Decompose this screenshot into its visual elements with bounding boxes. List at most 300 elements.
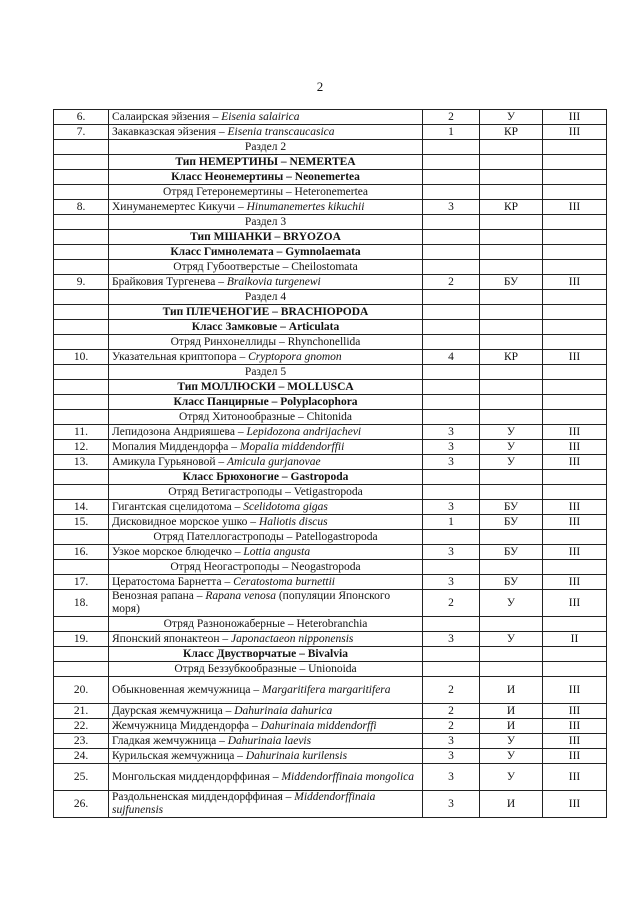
category-cell: 3	[423, 749, 480, 764]
row-number: 20.	[54, 677, 109, 704]
priority-cell	[543, 290, 607, 305]
num-cell	[54, 185, 109, 200]
table-row	[54, 200, 607, 215]
row-number: 12.	[54, 440, 109, 455]
num-cell	[54, 410, 109, 425]
status-cell	[480, 260, 543, 275]
section-heading: Класс Панцирные – Polyplacophora	[109, 395, 423, 410]
priority-cell: III	[543, 425, 607, 440]
status-cell: И	[480, 791, 543, 818]
status-cell	[480, 320, 543, 335]
priority-cell: III	[543, 500, 607, 515]
latin-name: Eisenia transcaucasica	[227, 125, 335, 138]
status-cell	[480, 485, 543, 500]
category-cell: 2	[423, 110, 480, 125]
category-cell	[423, 485, 480, 500]
section-heading: Отряд Ветигастроподы – Vetigastropoda	[109, 485, 423, 500]
priority-cell: III	[543, 440, 607, 455]
category-cell	[423, 320, 480, 335]
table-row	[54, 515, 607, 530]
priority-cell	[543, 320, 607, 335]
status-cell: КР	[480, 200, 543, 215]
common-name: Дисковидное морское ушко –	[112, 515, 259, 528]
category-cell: 3	[423, 500, 480, 515]
table-row	[54, 500, 607, 515]
table-row	[54, 791, 607, 818]
priority-cell	[543, 560, 607, 575]
priority-cell	[543, 410, 607, 425]
num-cell	[54, 380, 109, 395]
num-cell	[54, 215, 109, 230]
section-row	[54, 530, 607, 545]
section-heading: Раздел 3	[109, 215, 423, 230]
section-heading: Класс Двустворчатые – Bivalvia	[109, 647, 423, 662]
section-row	[54, 485, 607, 500]
category-cell: 2	[423, 677, 480, 704]
row-number: 8.	[54, 200, 109, 215]
table-row	[54, 734, 607, 749]
status-cell	[480, 530, 543, 545]
status-cell	[480, 470, 543, 485]
latin-name: Cryptopora gnomon	[248, 350, 342, 363]
species-name	[109, 719, 423, 734]
common-name: Даурская жемчужница –	[112, 704, 235, 717]
priority-cell: III	[543, 719, 607, 734]
status-cell: БУ	[480, 575, 543, 590]
table-row	[54, 350, 607, 365]
row-number: 14.	[54, 500, 109, 515]
common-name: Цератостома Барнетта –	[112, 575, 234, 588]
category-cell: 3	[423, 764, 480, 791]
row-number: 24.	[54, 749, 109, 764]
table-row	[54, 545, 607, 560]
table-row	[54, 764, 607, 791]
status-cell: У	[480, 425, 543, 440]
species-name	[109, 590, 423, 617]
status-cell: И	[480, 704, 543, 719]
category-cell	[423, 530, 480, 545]
table-row	[54, 455, 607, 470]
row-number: 15.	[54, 515, 109, 530]
category-cell: 2	[423, 704, 480, 719]
priority-cell	[543, 365, 607, 380]
priority-cell: III	[543, 125, 607, 140]
priority-cell: III	[543, 455, 607, 470]
priority-cell	[543, 215, 607, 230]
status-cell: БУ	[480, 515, 543, 530]
common-name: Лепидозона Андрияшева –	[112, 425, 247, 438]
section-row	[54, 245, 607, 260]
row-number: 10.	[54, 350, 109, 365]
priority-cell	[543, 662, 607, 677]
num-cell	[54, 662, 109, 677]
status-cell: У	[480, 632, 543, 647]
category-cell: 2	[423, 719, 480, 734]
priority-cell	[543, 140, 607, 155]
category-cell: 3	[423, 734, 480, 749]
common-name: Гладкая жемчужница –	[112, 734, 228, 747]
category-cell	[423, 170, 480, 185]
category-cell	[423, 410, 480, 425]
status-cell: У	[480, 749, 543, 764]
status-cell: У	[480, 590, 543, 617]
category-cell: 4	[423, 350, 480, 365]
species-name	[109, 455, 423, 470]
status-cell: У	[480, 734, 543, 749]
species-name	[109, 575, 423, 590]
category-cell: 2	[423, 590, 480, 617]
row-number: 9.	[54, 275, 109, 290]
common-name: Салаирская эйзения –	[112, 110, 222, 123]
section-row	[54, 170, 607, 185]
priority-cell	[543, 485, 607, 500]
section-heading: Отряд Беззубкообразные – Unionoida	[109, 662, 423, 677]
common-name: Венозная рапана –	[112, 590, 206, 602]
section-heading: Тип МОЛЛЮСКИ – MOLLUSCA	[109, 380, 423, 395]
species-name	[109, 125, 423, 140]
status-cell	[480, 617, 543, 632]
status-cell: КР	[480, 125, 543, 140]
num-cell	[54, 140, 109, 155]
common-name: Курильская жемчужница –	[112, 749, 246, 762]
section-row	[54, 305, 607, 320]
section-row	[54, 365, 607, 380]
latin-name: Middendorffinaia mongolica	[281, 770, 414, 783]
category-cell	[423, 140, 480, 155]
priority-cell	[543, 170, 607, 185]
priority-cell: III	[543, 764, 607, 791]
latin-name: Braikovia turgenewi	[226, 275, 321, 288]
priority-cell	[543, 185, 607, 200]
species-name	[109, 275, 423, 290]
priority-cell	[543, 335, 607, 350]
species-name	[109, 764, 423, 791]
section-row	[54, 335, 607, 350]
section-heading: Раздел 5	[109, 365, 423, 380]
status-cell	[480, 155, 543, 170]
num-cell	[54, 260, 109, 275]
num-cell	[54, 320, 109, 335]
num-cell	[54, 155, 109, 170]
category-cell	[423, 662, 480, 677]
priority-cell	[543, 305, 607, 320]
category-cell	[423, 305, 480, 320]
section-heading: Тип ПЛЕЧЕНОГИЕ – BRACHIOPODA	[109, 305, 423, 320]
status-cell	[480, 560, 543, 575]
category-cell	[423, 617, 480, 632]
table-row	[54, 425, 607, 440]
species-name	[109, 545, 423, 560]
category-cell	[423, 335, 480, 350]
priority-cell	[543, 230, 607, 245]
priority-cell	[543, 395, 607, 410]
common-name: Хинуманемертес Кикучи –	[112, 200, 247, 213]
section-row	[54, 260, 607, 275]
status-cell	[480, 170, 543, 185]
section-heading: Отряд Пателлогастроподы – Patellogastropoda	[109, 530, 423, 545]
section-heading: Класс Брюхоногие – Gastropoda	[109, 470, 423, 485]
status-cell	[480, 365, 543, 380]
priority-cell: III	[543, 545, 607, 560]
table-row	[54, 749, 607, 764]
species-name	[109, 440, 423, 455]
latin-name: Haliotis discus	[258, 515, 328, 528]
category-cell	[423, 185, 480, 200]
latin-name: Eisenia salairica	[221, 110, 300, 123]
common-name: Японский японактеон –	[112, 632, 232, 645]
latin-name: Mopalia middendorffii	[239, 440, 345, 453]
common-name: Узкое морское блюдечко –	[112, 545, 244, 558]
latin-name: Dahurinaia middendorffi	[260, 719, 377, 732]
species-name	[109, 110, 423, 125]
category-cell	[423, 230, 480, 245]
section-heading: Отряд Неогастроподы – Neogastropoda	[109, 560, 423, 575]
species-name	[109, 350, 423, 365]
table-row	[54, 632, 607, 647]
row-number: 26.	[54, 791, 109, 818]
status-cell	[480, 395, 543, 410]
category-cell	[423, 380, 480, 395]
status-cell	[480, 410, 543, 425]
priority-cell: III	[543, 791, 607, 818]
table-row	[54, 275, 607, 290]
category-cell	[423, 470, 480, 485]
section-row	[54, 410, 607, 425]
name-note: (популяции Японского моря)	[112, 590, 391, 615]
section-row	[54, 395, 607, 410]
table-row	[54, 125, 607, 140]
table-body	[54, 110, 607, 818]
num-cell	[54, 530, 109, 545]
status-cell	[480, 305, 543, 320]
status-cell	[480, 215, 543, 230]
category-cell	[423, 215, 480, 230]
category-cell: 3	[423, 425, 480, 440]
section-row	[54, 662, 607, 677]
latin-name: Rapana venosa	[205, 590, 276, 602]
category-cell: 2	[423, 275, 480, 290]
status-cell: У	[480, 764, 543, 791]
section-heading: Тип НЕМЕРТИНЫ – NEMERTEA	[109, 155, 423, 170]
category-cell: 3	[423, 545, 480, 560]
common-name: Раздольненская миддендорффиная –	[112, 791, 295, 803]
section-row	[54, 647, 607, 662]
priority-cell	[543, 245, 607, 260]
section-row	[54, 617, 607, 632]
section-row	[54, 290, 607, 305]
priority-cell	[543, 380, 607, 395]
category-cell	[423, 365, 480, 380]
status-cell: БУ	[480, 545, 543, 560]
priority-cell	[543, 617, 607, 632]
section-heading: Тип МШАНКИ – BRYOZOA	[109, 230, 423, 245]
latin-name: Lottia angusta	[243, 545, 311, 558]
status-cell	[480, 335, 543, 350]
priority-cell: II	[543, 632, 607, 647]
status-cell: КР	[480, 350, 543, 365]
common-name: Обыкновенная жемчужница –	[112, 683, 262, 696]
category-cell	[423, 155, 480, 170]
latin-name: Amicula gurjanovae	[227, 455, 321, 468]
priority-cell: III	[543, 575, 607, 590]
status-cell	[480, 245, 543, 260]
category-cell: 3	[423, 440, 480, 455]
table-row	[54, 440, 607, 455]
priority-cell: III	[543, 350, 607, 365]
num-cell	[54, 485, 109, 500]
species-name	[109, 500, 423, 515]
row-number: 18.	[54, 590, 109, 617]
row-number: 23.	[54, 734, 109, 749]
row-number: 16.	[54, 545, 109, 560]
species-name	[109, 677, 423, 704]
category-cell: 1	[423, 515, 480, 530]
category-cell	[423, 560, 480, 575]
common-name: Указательная криптопора –	[112, 350, 249, 363]
priority-cell: III	[543, 734, 607, 749]
latin-name: Japonactaeon nipponensis	[231, 632, 354, 645]
section-heading: Раздел 4	[109, 290, 423, 305]
category-cell	[423, 260, 480, 275]
status-cell	[480, 230, 543, 245]
common-name: Жемчужница Миддендорфа –	[112, 719, 261, 732]
section-row	[54, 470, 607, 485]
row-number: 25.	[54, 764, 109, 791]
species-name	[109, 791, 423, 818]
category-cell: 3	[423, 200, 480, 215]
section-row	[54, 215, 607, 230]
row-number: 19.	[54, 632, 109, 647]
num-cell	[54, 335, 109, 350]
species-name	[109, 425, 423, 440]
row-number: 7.	[54, 125, 109, 140]
priority-cell: III	[543, 110, 607, 125]
section-row	[54, 380, 607, 395]
priority-cell: III	[543, 749, 607, 764]
common-name: Монгольская миддендорффиная –	[112, 770, 282, 783]
status-cell	[480, 185, 543, 200]
priority-cell	[543, 647, 607, 662]
latin-name: Ceratostoma burnettii	[233, 575, 335, 588]
priority-cell: III	[543, 515, 607, 530]
category-cell: 3	[423, 791, 480, 818]
priority-cell: III	[543, 677, 607, 704]
row-number: 22.	[54, 719, 109, 734]
status-cell: У	[480, 455, 543, 470]
status-cell	[480, 647, 543, 662]
species-name	[109, 749, 423, 764]
species-name	[109, 200, 423, 215]
category-cell	[423, 395, 480, 410]
common-name: Мопалия Миддендорфа –	[112, 440, 240, 453]
latin-name: Lepidozona andrijachevi	[246, 425, 362, 438]
section-heading: Класс Замковые – Articulata	[109, 320, 423, 335]
table-row	[54, 704, 607, 719]
section-row	[54, 230, 607, 245]
status-cell	[480, 380, 543, 395]
common-name: Гигантская сцелидотома –	[112, 500, 244, 513]
section-row	[54, 155, 607, 170]
section-heading: Отряд Хитонообразные – Chitonida	[109, 410, 423, 425]
category-cell	[423, 647, 480, 662]
num-cell	[54, 290, 109, 305]
row-number: 21.	[54, 704, 109, 719]
row-number: 13.	[54, 455, 109, 470]
priority-cell	[543, 260, 607, 275]
section-heading: Отряд Гетеронемертины – Heteronemertea	[109, 185, 423, 200]
priority-cell: III	[543, 275, 607, 290]
latin-name: Hinumanemertes kikuchii	[246, 200, 365, 213]
num-cell	[54, 470, 109, 485]
status-cell: И	[480, 677, 543, 704]
section-row	[54, 140, 607, 155]
status-cell: БУ	[480, 500, 543, 515]
row-number: 6.	[54, 110, 109, 125]
status-cell	[480, 662, 543, 677]
status-cell	[480, 140, 543, 155]
category-cell: 3	[423, 455, 480, 470]
section-heading: Класс Неонемертины – Neonemertea	[109, 170, 423, 185]
num-cell	[54, 617, 109, 632]
section-row	[54, 320, 607, 335]
table-row	[54, 719, 607, 734]
category-cell: 3	[423, 575, 480, 590]
species-name	[109, 632, 423, 647]
section-row	[54, 185, 607, 200]
num-cell	[54, 230, 109, 245]
section-heading: Отряд Губоотверстые – Cheilostomata	[109, 260, 423, 275]
category-cell	[423, 245, 480, 260]
section-heading: Отряд Ринхонеллиды – Rhynchonellida	[109, 335, 423, 350]
priority-cell: III	[543, 704, 607, 719]
species-name	[109, 515, 423, 530]
num-cell	[54, 245, 109, 260]
num-cell	[54, 305, 109, 320]
latin-name: Dahurinaia laevis	[227, 734, 312, 747]
num-cell	[54, 647, 109, 662]
status-cell: И	[480, 719, 543, 734]
status-cell	[480, 290, 543, 305]
row-number: 11.	[54, 425, 109, 440]
category-cell: 1	[423, 125, 480, 140]
species-name	[109, 734, 423, 749]
latin-name: Margaritifera margaritifera	[262, 683, 391, 696]
category-cell: 3	[423, 632, 480, 647]
priority-cell: III	[543, 590, 607, 617]
section-heading: Класс Гимнолемата – Gymnolaemata	[109, 245, 423, 260]
common-name: Амикула Гурьяновой –	[112, 455, 228, 468]
common-name: Закавказская эйзения –	[112, 125, 228, 138]
common-name: Брайковия Тургенева –	[112, 275, 227, 288]
num-cell	[54, 560, 109, 575]
table-row	[54, 575, 607, 590]
priority-cell	[543, 155, 607, 170]
table-row	[54, 110, 607, 125]
category-cell	[423, 290, 480, 305]
latin-name: Scelidotoma gigas	[243, 500, 328, 513]
status-cell: У	[480, 110, 543, 125]
num-cell	[54, 395, 109, 410]
section-row	[54, 560, 607, 575]
latin-name: Middendorffinaia sujfunensis	[112, 791, 376, 816]
row-number: 17.	[54, 575, 109, 590]
priority-cell: III	[543, 200, 607, 215]
num-cell	[54, 365, 109, 380]
priority-cell	[543, 470, 607, 485]
section-heading: Раздел 2	[109, 140, 423, 155]
latin-name: Dahurinaia kurilensis	[245, 749, 348, 762]
table-row	[54, 590, 607, 617]
